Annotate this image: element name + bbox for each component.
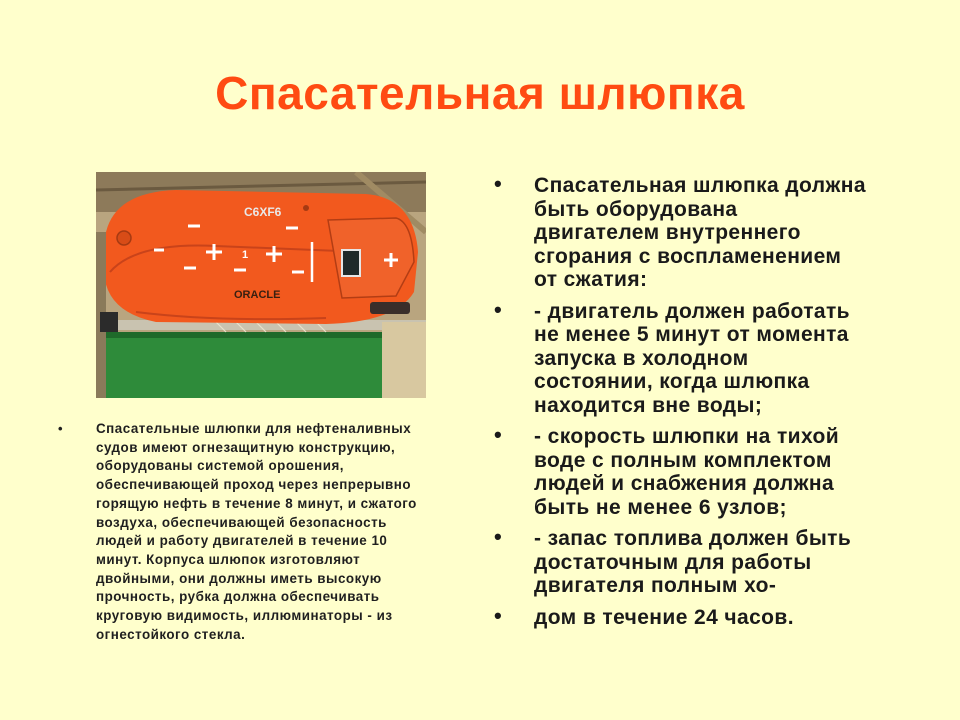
left-description-item [58, 420, 458, 644]
list-item [494, 171, 934, 292]
list-item [494, 296, 934, 418]
bullet-icon: • [494, 171, 503, 196]
bullet-icon: • [494, 524, 503, 549]
bullet-icon: • [494, 602, 503, 628]
bullet-icon: • [494, 422, 503, 447]
boat-code-label: C6XF6 [244, 205, 282, 219]
list-item [494, 524, 934, 598]
left-description-text: Спасательные шлюпки для нефтеналивных судов имеют огнезащитную конструкцию, оборудованы системой орошения, обеспечивающей проход через непрерывно горящую нефть в течение 8 минут, и сжатого воздуха, обеспечивающей безопасность людей и работу двигателей в течение 10 минут. Корпуса шлюпок изготовляют двойными, они должны иметь высокую прочность, рубка должна обеспечивать круговую видимость, иллюминаторы - из огнестойкого стекла. [96, 421, 417, 642]
bullet-icon: • [494, 296, 503, 322]
lifeboat-photo [96, 172, 426, 398]
requirement-text: - двигатель должен работать не менее 5 минут от момента запуска в холодном состоянии, когда шлюпка находится вне воды; [534, 299, 850, 417]
requirement-text: - запас топлива должен быть достаточным для работы двигателя полным хо- [534, 527, 852, 597]
hull-number-label: 1 [242, 249, 249, 261]
slide-title: Спасательная шлюпка [215, 67, 745, 119]
bullet-icon: • [58, 421, 64, 436]
requirement-text: - скорость шлюпки на тихой воде с полным комплектом людей и снабжения должна быть не менее 6 узлов; [534, 425, 840, 519]
list-item [494, 602, 934, 630]
list-item [494, 422, 934, 519]
requirements-list [494, 171, 934, 637]
left-description-list [58, 420, 458, 644]
boat-name-label: ORACLE [234, 289, 281, 301]
requirement-text: дом в течение 24 часов. [534, 605, 794, 629]
requirement-text: Спасательная шлюпка должна быть оборудована двигателем внутреннего сгорания с воспламенением от сжатия: [534, 174, 866, 291]
